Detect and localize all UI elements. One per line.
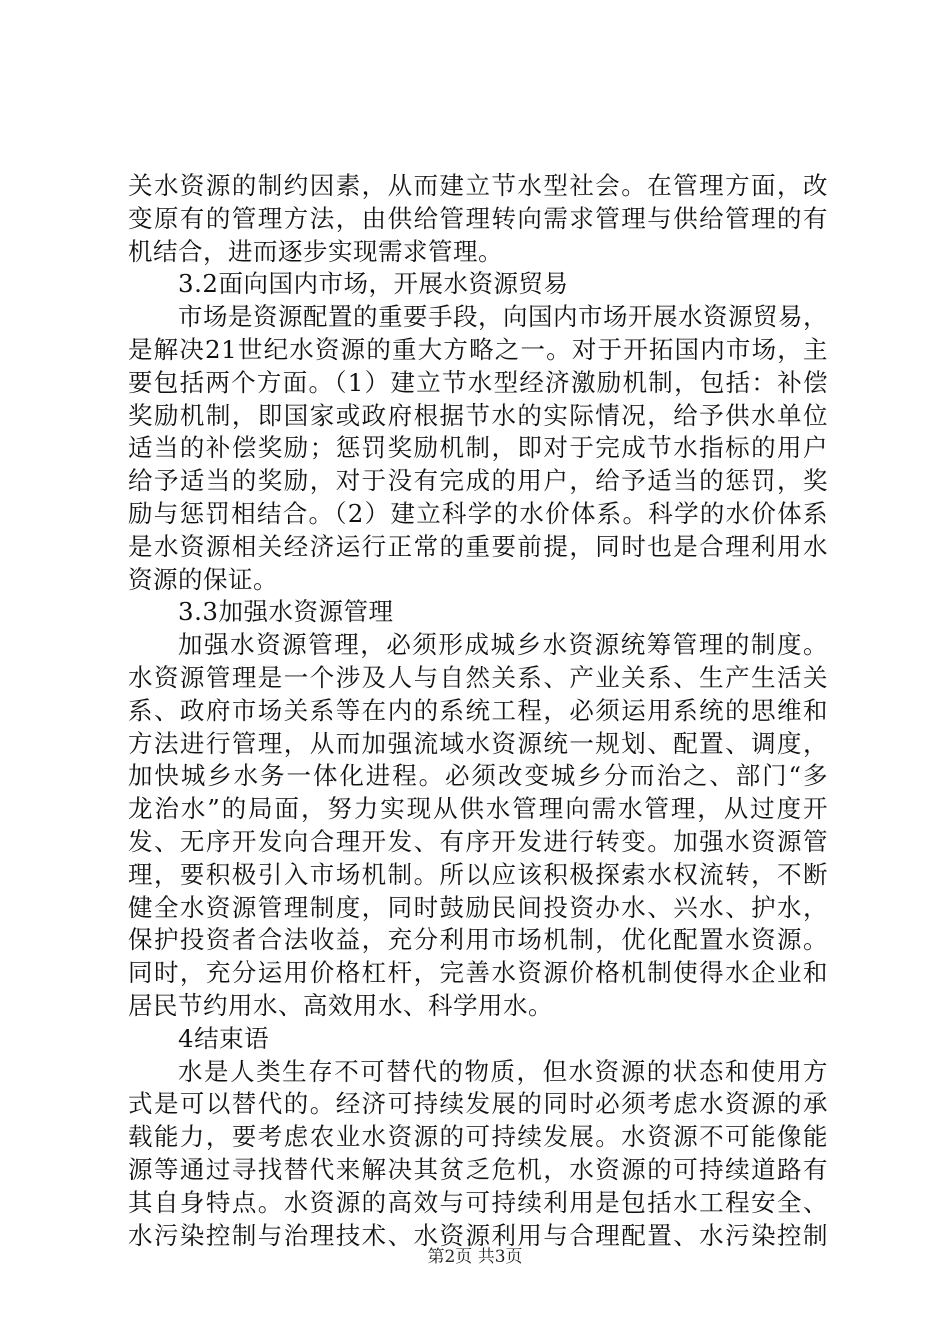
text-line: 要包括两个方面。（1）建立节水型经济激励机制，包括：补偿 xyxy=(128,367,828,397)
text-line: 水是人类生存不可替代的物质，但水资源的状态和使用方 xyxy=(178,1056,828,1086)
text-line: 机结合，进而逐步实现需求管理。 xyxy=(128,236,503,266)
section-heading-3-2: 3.2面向国内市场，开展水资源贸易 xyxy=(178,269,569,299)
text-line: 是解决21世纪水资源的重大方略之一。对于开拓国内市场，主 xyxy=(128,334,828,364)
text-line: 水资源管理是一个涉及人与自然关系、产业关系、生产生活关 xyxy=(128,662,828,692)
text-line: 奖励机制，即国家或政府根据节水的实际情况，给予供水单位 xyxy=(128,400,828,430)
text-line: 适当的补偿奖励；惩罚奖励机制，即对于完成节水指标的用户 xyxy=(128,433,828,463)
text-line: 加快城乡水务一体化进程。必须改变城乡分而治之、部门“多 xyxy=(128,761,828,791)
text-line: 励与惩罚相结合。（2）建立科学的水价体系。科学的水价体系 xyxy=(128,498,828,528)
text-line: 式是可以替代的。经济可持续发展的同时必须考虑水资源的承 xyxy=(128,1089,828,1119)
text-line: 居民节约用水、高效用水、科学用水。 xyxy=(128,990,553,1020)
body-text xyxy=(128,170,828,1252)
text-line: 发、无序开发向合理开发、有序开发进行转变。加强水资源管 xyxy=(128,826,828,856)
text-line: 方法进行管理，从而加强流域水资源统一规划、配置、调度， xyxy=(128,728,828,758)
text-line: 资源的保证。 xyxy=(128,564,278,594)
section-heading-3-3: 3.3加强水资源管理 xyxy=(178,597,394,627)
text-line: 同时，充分运用价格杠杆，完善水资源价格机制使得水企业和 xyxy=(128,958,828,988)
text-line: 保护投资者合法收益，充分利用市场机制，优化配置水资源。 xyxy=(128,925,828,955)
text-line: 载能力，要考虑农业水资源的可持续发展。水资源不可能像能 xyxy=(128,1122,828,1152)
text-line: 健全水资源管理制度，同时鼓励民间投资办水、兴水、护水， xyxy=(128,892,828,922)
text-line: 系、政府市场关系等在内的系统工程，必须运用系统的思维和 xyxy=(128,695,828,725)
text-line: 给予适当的奖励，对于没有完成的用户，给予适当的惩罚，奖 xyxy=(128,466,828,496)
section-heading-4: 4结束语 xyxy=(178,1023,270,1053)
text-line: 水污染控制与治理技术、水资源利用与合理配置、水污染控制 xyxy=(128,1220,828,1250)
text-line: 源等通过寻找替代来解决其贫乏危机，水资源的可持续道路有 xyxy=(128,1154,828,1184)
text-line: 是水资源相关经济运行正常的重要前提，同时也是合理利用水 xyxy=(128,531,828,561)
text-line: 关水资源的制约因素，从而建立节水型社会。在管理方面，改 xyxy=(128,171,828,200)
text-line: 加强水资源管理，必须形成城乡水资源统筹管理的制度。 xyxy=(178,630,828,660)
page-number-footer: 第2页 共3页 xyxy=(427,1247,523,1267)
text-line: 市场是资源配置的重要手段，向国内市场开展水资源贸易， xyxy=(178,302,828,332)
text-line: 理，要积极引入市场机制。所以应该积极探索水权流转，不断 xyxy=(128,859,828,889)
text-line: 龙治水”的局面，努力实现从供水管理向需水管理，从过度开 xyxy=(128,794,828,824)
text-line: 其自身特点。水资源的高效与可持续利用是包括水工程安全、 xyxy=(128,1187,828,1217)
text-line: 变原有的管理方法，由供给管理转向需求管理与供给管理的有 xyxy=(128,203,828,233)
